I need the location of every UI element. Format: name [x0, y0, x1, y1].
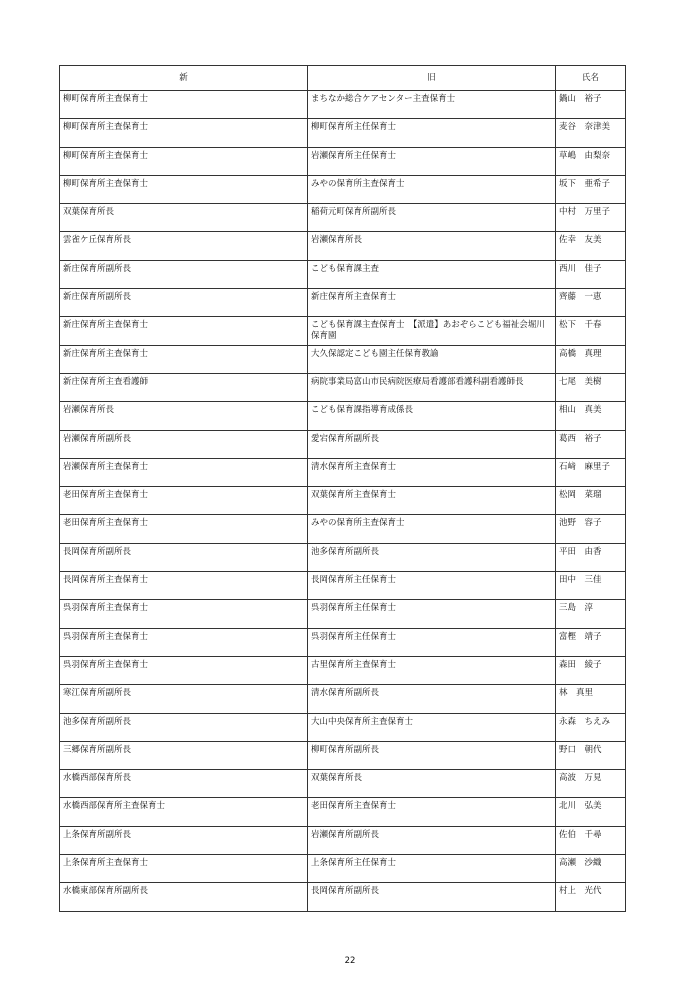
cell-old: 柳町保育所主任保育士	[308, 119, 556, 147]
cell-old: 双葉保育所長	[308, 770, 556, 798]
cell-new: 三郷保育所副所長	[60, 741, 308, 769]
table-row	[60, 883, 626, 911]
cell-new: 雲雀ケ丘保育所長	[60, 232, 308, 260]
cell-new: 新庄保育所副所長	[60, 289, 308, 317]
table-row	[60, 119, 626, 147]
cell-name: 森田 綾子	[556, 656, 626, 684]
table-row	[60, 175, 626, 203]
cell-name: 野口 朝代	[556, 741, 626, 769]
table-row	[60, 232, 626, 260]
cell-old: 稲荷元町保育所副所長	[308, 204, 556, 232]
table-row	[60, 402, 626, 430]
table-row	[60, 600, 626, 628]
cell-name: 齊藤 一恵	[556, 289, 626, 317]
cell-new: 双葉保育所長	[60, 204, 308, 232]
table-row	[60, 826, 626, 854]
cell-name: 富樫 靖子	[556, 628, 626, 656]
cell-old: 清水保育所副所長	[308, 685, 556, 713]
cell-old: こども保育課主査保育士 【派遣】あおぞらこども福祉会堀川保育園	[308, 317, 556, 345]
table-row	[60, 317, 626, 345]
cell-name: 高波 万見	[556, 770, 626, 798]
cell-name: 西川 佳子	[556, 260, 626, 288]
cell-new: 新庄保育所主査保育士	[60, 317, 308, 345]
cell-old: 長岡保育所副所長	[308, 883, 556, 911]
cell-old: 老田保育所主査保育士	[308, 798, 556, 826]
table-row	[60, 685, 626, 713]
cell-new: 柳町保育所主査保育士	[60, 147, 308, 175]
table-row	[60, 713, 626, 741]
cell-new: 柳町保育所主査保育士	[60, 175, 308, 203]
cell-name: 佐幸 友美	[556, 232, 626, 260]
table-row	[60, 798, 626, 826]
cell-old: 大山中央保育所主査保育士	[308, 713, 556, 741]
cell-name: 林 真里	[556, 685, 626, 713]
table-row	[60, 289, 626, 317]
cell-name: 田中 三佳	[556, 572, 626, 600]
table-row	[60, 628, 626, 656]
cell-old: みやの保育所主査保育士	[308, 175, 556, 203]
cell-name: 七尾 美樹	[556, 373, 626, 401]
cell-name: 池野 容子	[556, 515, 626, 543]
table-row	[60, 204, 626, 232]
cell-new: 水橋西部保育所長	[60, 770, 308, 798]
cell-old: 上条保育所主任保育士	[308, 855, 556, 883]
cell-new: 長岡保育所主査保育士	[60, 572, 308, 600]
cell-old: 大久保認定こども園主任保育教諭	[308, 345, 556, 373]
cell-name: 永森 ちえみ	[556, 713, 626, 741]
cell-new: 水橋東部保育所副所長	[60, 883, 308, 911]
cell-old: 病院事業局富山市民病院医療局看護部看護科副看護師長	[308, 373, 556, 401]
table-row	[60, 345, 626, 373]
table-header	[60, 66, 626, 91]
cell-name: 高橋 真理	[556, 345, 626, 373]
table-row	[60, 91, 626, 119]
cell-new: 呉羽保育所主査保育士	[60, 628, 308, 656]
cell-name: 松岡 菜瑠	[556, 487, 626, 515]
cell-new: 池多保育所副所長	[60, 713, 308, 741]
cell-name: 麦谷 奈津美	[556, 119, 626, 147]
cell-name: 草嶋 由梨奈	[556, 147, 626, 175]
cell-old: 岩瀬保育所副所長	[308, 826, 556, 854]
cell-name: 中村 万里子	[556, 204, 626, 232]
table-row	[60, 373, 626, 401]
cell-new: 岩瀬保育所副所長	[60, 430, 308, 458]
cell-name: 鍋山 裕子	[556, 91, 626, 119]
header-name: 氏名	[556, 66, 626, 91]
cell-name: 三島 淳	[556, 600, 626, 628]
cell-new: 岩瀬保育所主査保育士	[60, 458, 308, 486]
cell-old: 岩瀬保育所主任保育士	[308, 147, 556, 175]
cell-new: 上条保育所副所長	[60, 826, 308, 854]
cell-old: 古里保育所主査保育士	[308, 656, 556, 684]
cell-new: 新庄保育所主査保育士	[60, 345, 308, 373]
table-row	[60, 515, 626, 543]
cell-new: 新庄保育所主査看護師	[60, 373, 308, 401]
cell-old: みやの保育所主査保育士	[308, 515, 556, 543]
cell-new: 寒江保育所副所長	[60, 685, 308, 713]
cell-old: 呉羽保育所主任保育士	[308, 628, 556, 656]
table-row	[60, 430, 626, 458]
cell-name: 坂下 亜希子	[556, 175, 626, 203]
cell-old: 岩瀬保育所長	[308, 232, 556, 260]
cell-name: 村上 光代	[556, 883, 626, 911]
cell-old: まちなか総合ケアセンター主査保育士	[308, 91, 556, 119]
table-row	[60, 487, 626, 515]
cell-name: 松下 千春	[556, 317, 626, 345]
table-row	[60, 656, 626, 684]
table-row	[60, 543, 626, 571]
cell-name: 相山 真美	[556, 402, 626, 430]
table-row	[60, 147, 626, 175]
cell-new: 老田保育所主査保育士	[60, 487, 308, 515]
table-row	[60, 770, 626, 798]
cell-old: 双葉保育所主査保育士	[308, 487, 556, 515]
header-new: 新	[60, 66, 308, 91]
cell-old: こども保育課指導育成係長	[308, 402, 556, 430]
cell-new: 長岡保育所副所長	[60, 543, 308, 571]
table-row	[60, 572, 626, 600]
cell-new: 新庄保育所副所長	[60, 260, 308, 288]
cell-old: 長岡保育所主任保育士	[308, 572, 556, 600]
cell-new: 水橋西部保育所主査保育士	[60, 798, 308, 826]
personnel-table	[59, 65, 626, 912]
cell-name: 高瀬 沙織	[556, 855, 626, 883]
table-row	[60, 458, 626, 486]
cell-old: 愛宕保育所副所長	[308, 430, 556, 458]
page-number: 22	[344, 956, 356, 966]
cell-old: こども保育課主査	[308, 260, 556, 288]
cell-name: 佐伯 千尋	[556, 826, 626, 854]
table-row	[60, 855, 626, 883]
cell-old: 柳町保育所副所長	[308, 741, 556, 769]
cell-new: 老田保育所主査保育士	[60, 515, 308, 543]
cell-old: 呉羽保育所主任保育士	[308, 600, 556, 628]
table-body	[60, 91, 626, 912]
cell-old: 清水保育所主査保育士	[308, 458, 556, 486]
cell-new: 呉羽保育所主査保育士	[60, 600, 308, 628]
table-row	[60, 741, 626, 769]
cell-old: 池多保育所副所長	[308, 543, 556, 571]
cell-name: 平田 由香	[556, 543, 626, 571]
table-row	[60, 260, 626, 288]
cell-new: 岩瀬保育所長	[60, 402, 308, 430]
header-old: 旧	[308, 66, 556, 91]
cell-new: 上条保育所主査保育士	[60, 855, 308, 883]
cell-name: 北川 弘美	[556, 798, 626, 826]
cell-name: 葛西 裕子	[556, 430, 626, 458]
cell-new: 呉羽保育所主査保育士	[60, 656, 308, 684]
cell-new: 柳町保育所主査保育士	[60, 91, 308, 119]
cell-name: 石﨑 麻里子	[556, 458, 626, 486]
cell-old: 新庄保育所主査保育士	[308, 289, 556, 317]
cell-new: 柳町保育所主査保育士	[60, 119, 308, 147]
header-row	[60, 66, 626, 91]
